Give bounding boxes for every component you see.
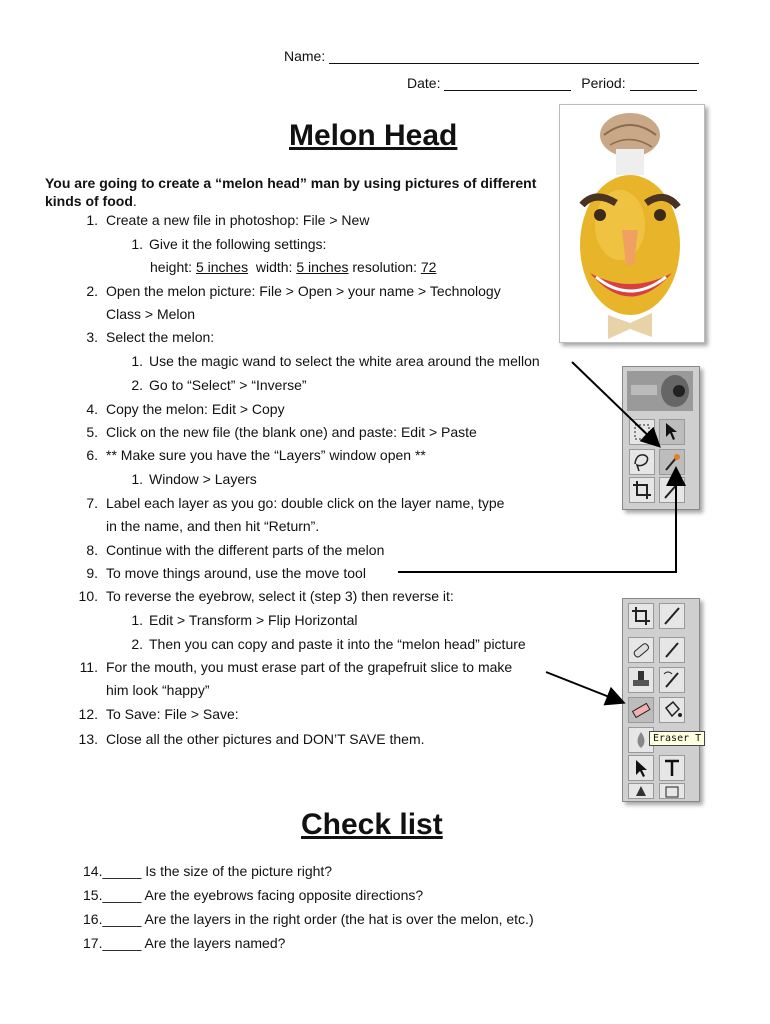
settings-line: height: 5 inches width: 5 inches resolution: 72 bbox=[150, 259, 437, 275]
step-3-2: 2. Go to “Select” > “Inverse” bbox=[131, 377, 307, 393]
page-title: Melon Head bbox=[289, 119, 458, 152]
step-7-cont: in the name, and then hit “Return”. bbox=[106, 518, 320, 534]
intro-paragraph: You are going to create a “melon head” man by using pictures of different kinds of food. bbox=[45, 175, 537, 209]
step-1-1: 1. Give it the following settings: bbox=[131, 236, 327, 252]
step-6: 6. ** Make sure you have the “Layers” window open ** bbox=[86, 447, 426, 463]
step-10-2: 2. Then you can copy and paste it into the “melon head” picture bbox=[131, 636, 526, 652]
step-6-1: 1. Window > Layers bbox=[131, 471, 257, 487]
step-13: 13. Close all the other pictures and DON’T SAVE them. bbox=[78, 731, 425, 747]
date-label: Date: bbox=[407, 75, 441, 91]
step-1: 1. Create a new file in photoshop: File > New bbox=[86, 212, 370, 228]
step-9: 9. To move things around, use the move tool bbox=[86, 565, 366, 581]
checklist-item: 17._____ Are the layers named? bbox=[83, 935, 286, 951]
step-12: 12. To Save: File > Save: bbox=[78, 706, 239, 722]
checklist-title: Check list bbox=[301, 808, 443, 841]
arrow-to-magic-wand bbox=[572, 362, 658, 445]
step-4: 4. Copy the melon: Edit > Copy bbox=[86, 401, 285, 417]
arrow-to-move-tool bbox=[398, 470, 676, 572]
step-2: 2. Open the melon picture: File > Open > your name > Technology bbox=[86, 283, 501, 299]
arrow-to-eraser bbox=[546, 672, 622, 702]
name-label: Name: bbox=[284, 48, 326, 64]
step-11: 11. For the mouth, you must erase part of the grapefruit slice to make bbox=[79, 659, 513, 675]
step-3-1: 1. Use the magic wand to select the white area around the mellon bbox=[131, 353, 540, 369]
step-2-cont: Class > Melon bbox=[106, 306, 196, 322]
step-3: 3. Select the melon: bbox=[86, 329, 215, 345]
step-11-cont: him look “happy” bbox=[106, 682, 210, 698]
period-label: Period: bbox=[581, 75, 626, 91]
step-10: 10. To reverse the eyebrow, select it (step 3) then reverse it: bbox=[78, 588, 454, 604]
checklist-item: 16._____ Are the layers in the right order (the hat is over the melon, etc.) bbox=[83, 911, 534, 927]
checklist-item: 14._____ Is the size of the picture right? bbox=[83, 863, 333, 879]
step-10-1: 1. Edit > Transform > Flip Horizontal bbox=[131, 612, 358, 628]
eraser-tooltip: Eraser T bbox=[649, 731, 705, 746]
checklist-item: 15._____ Are the eyebrows facing opposite directions? bbox=[83, 887, 424, 903]
step-8: 8. Continue with the different parts of the melon bbox=[86, 542, 385, 558]
step-7: 7. Label each layer as you go: double click on the layer name, type bbox=[86, 495, 505, 511]
step-5: 5. Click on the new file (the blank one) and paste: Edit > Paste bbox=[86, 424, 477, 440]
